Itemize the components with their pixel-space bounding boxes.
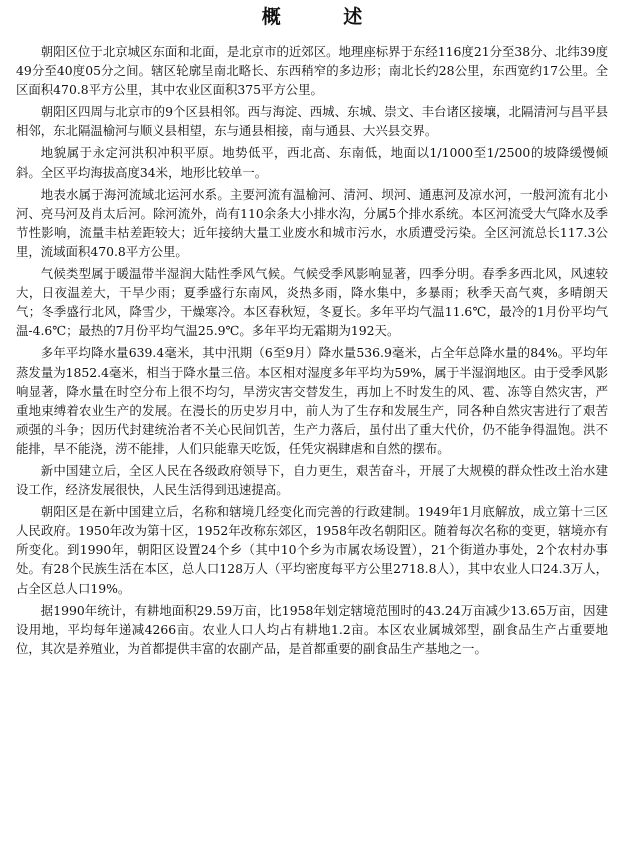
- paragraph-surface-water: 地表水属于海河流域北运河水系。主要河流有温榆河、清河、坝河、通惠河及凉水河，一般河流有北小河、亮马河及肖太后河。除河流外，尚有110余条大小排水沟，分属5个排水系统。本区河流受大气降水及季节性影响，流量丰枯差距较大；近年接纳大量工业废水和城市污水，水质遭受污染。全区河流总长117.3公里，流域面积470.8平方公里。: [16, 186, 608, 259]
- paragraph-neighbors: 朝阳区四周与北京市的9个区县相邻。西与海淀、西城、东城、崇文、丰台诸区接壤，北隔清河与昌平县相邻，东北隔温榆河与顺义县相望，东与通县相接，南与通县、大兴县交界。: [16, 104, 608, 139]
- paragraph-precipitation: 多年平均降水量639.4毫米，其中汛期（6至9月）降水量536.9毫米，占全年总降水量的84%。平均年蒸发量为1852.4毫米，相当于降水量三倍。本区相对湿度多年平均为59%，属于半湿润地区。由于受季风影响显著，降水量在时空分布上很不均匀，旱涝灾害交替发生，再加上不时发生的风、雹、冻等自然灾害，严重地束缚着农业生产的发展。在漫长的历史岁月中，前人为了生存和发展生产，同各种自然灾害进行了艰苦顽强的斗争；因历代封建统治者不关心民间饥苦，生产力落后，虽付出了重大代价，仍不能争得温饱。洪不能排，旱不能浇，涝不能排，人们只能靠天吃饭，任凭灾祸肆虐和自然的摆布。: [16, 345, 608, 456]
- paragraph-landform: 地貌属于永定河洪积冲积平原。地势低平，西北高、东南低，地面以1/1000至1/2500的坡降缓慢倾斜。全区平均海拔高度34米，地形比较单一。: [16, 145, 608, 180]
- paragraph-new-china: 新中国建立后，全区人民在各级政府领导下，自力更生，艰苦奋斗，开展了大规模的群众性改土治水建设工作，经济发展很快，人民生活得到迅速提高。: [16, 462, 608, 498]
- paragraph-location: 朝阳区位于北京城区东面和北面，是北京市的近郊区。地理座标界于东经116度21分至38分、北纬39度49分至40度05分之间。辖区轮廓呈南北略长、东西稍窄的多边形；南北长约28公里，东西宽约17公里。全区面积470.8平方公里，其中农业区面积375平方公里。: [16, 44, 608, 98]
- paragraph-administration: 朝阳区是在新中国建立后，名称和辖境几经变化而完善的行政建制。1949年1月底解放，成立第十三区人民政府。1950年改为第十区，1952年改称东郊区，1958年改名朝阳区。随着每次名称的变更，辖境亦有所变化。到1990年，朝阳区设置24个乡（其中10个乡为市属农场设置），21个街道办事处，2个农村办事处。有28个民族生活在本区，总人口128万人（平均密度每平方公里2718.8人），其中农业人口24.3万人，占全区总人口19%。: [16, 504, 608, 596]
- paragraph-farmland: 据1990年统计，有耕地面积29.59万亩，比1958年划定辖境范围时的43.24万亩减少13.65万亩，因建设用地，平均每年递减4266亩。农业人口人均占有耕地1.2亩。本区农业属城郊型，副食品生产占重要地位，其次是养殖业，为首都提供丰富的农副产品，是首都重要的副食品生产基地之一。: [16, 602, 608, 656]
- document-title: 概 述: [261, 6, 391, 28]
- paragraph-climate: 气候类型属于暖温带半湿润大陆性季风气候。气候受季风影响显著，四季分明。春季多西北风，风速较大，日夜温差大，干旱少雨；夏季盛行东南风，炎热多雨，降水集中，多暴雨；秋季天高气爽，多晴朗天气；冬季盛行北风，降雪少，干燥寒冷。本区春秋短，冬夏长。多年平均气温11.6℃，最冷的1月份平均气温-4.6℃；最热的7月份平均气温25.9℃。多年平均无霜期为192天。: [16, 266, 608, 339]
